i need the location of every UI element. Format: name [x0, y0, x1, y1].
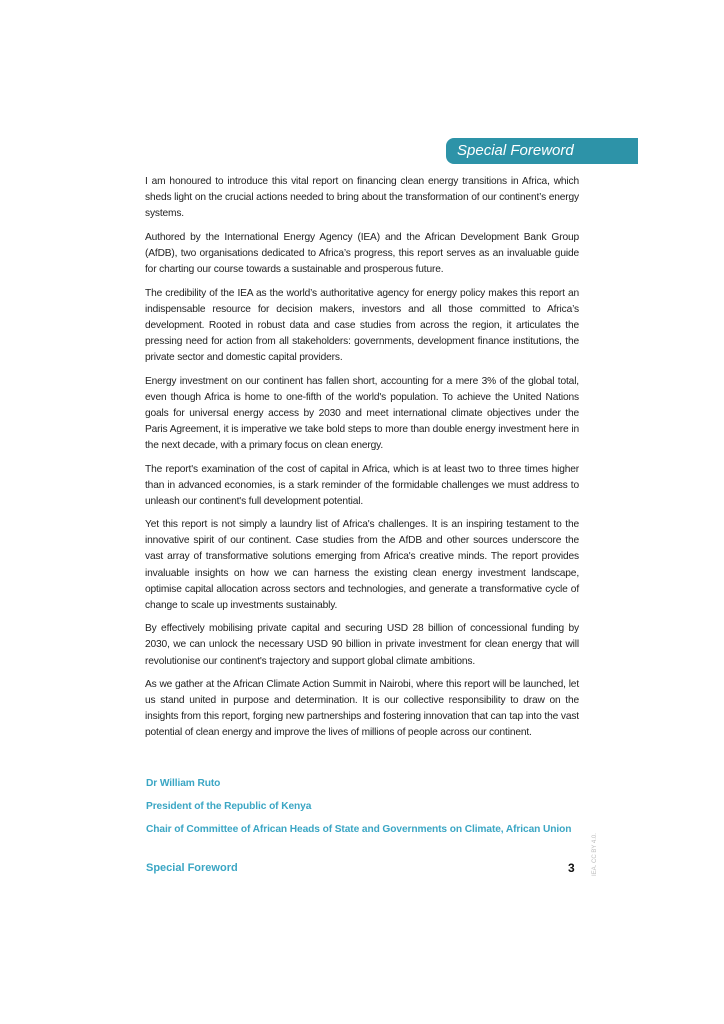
paragraph: By effectively mobilising private capital and securing USD 28 billion of concessional funding by 2030, we can unlock the necessary USD 90 billion in private investment for clean energy that will revolutionise our continent's trajectory and support global climate ambitions. — [145, 623, 579, 667]
paragraph: I am honoured to introduce this vital report on financing clean energy transitions in Africa, which sheds light on the crucial actions needed to bring about the transformation of our continent’s energy systems. — [145, 176, 579, 220]
signatory-role: Chair of Committee of African Heads of State and Governments on Climate, African Union — [146, 824, 572, 835]
footer-section-title: Special Foreword — [146, 862, 238, 874]
paragraph: Yet this report is not simply a laundry list of Africa's challenges. It is an inspiring testament to the innovative spirit of our continent. Case studies from the AfDB and other sources underscore the vast array of transformative solutions emerging from Africa's creative minds. The report provides invaluable insights on how we can harness the existing clean energy investment landscape, optimise capital allocation across sectors and technologies, and generate a transformative cycle of change to scale up investments sustainably. — [145, 519, 579, 611]
section-banner: Special Foreword — [446, 138, 638, 164]
paragraph: As we gather at the African Climate Action Summit in Nairobi, where this report will be launched, let us stand united in purpose and determination. It is our collective responsibility to draw on the insights from this report, forging new partnerships and fostering innovation that can tap into the vast potential of clean energy and improve the lives of millions of people across our continent. — [145, 679, 579, 739]
page-number: 3 — [568, 861, 575, 875]
paragraph: The credibility of the IEA as the world’s authoritative agency for energy policy makes this report an indispensable resource for decision makers, investors and all those committed to Africa’s development. Rooted in robust data and case studies from across the region, it articulates the pressing need for action from all stakeholders: governments, development finance institutions, the private sector and domestic capital providers. — [145, 287, 579, 363]
paragraph: Energy investment on our continent has fallen short, accounting for a mere 3% of the global total, even though Africa is home to one-fifth of the world's population. To achieve the United Nations goals for universal energy access by 2030 and meet international climate objectives under the Paris Agreement, it is imperative we take bold steps to more than double energy investment here in the next decade, with a primary focus on clean energy. — [145, 375, 579, 451]
paragraph: Authored by the International Energy Agency (IEA) and the African Development Bank Group (AfDB), two organisations dedicated to Africa’s progress, this report serves as an invaluable guide for charting our course towards a sustainable and prosperous future. — [145, 231, 579, 275]
paragraph: The report's examination of the cost of capital in Africa, which is at least two to three times higher than in advanced economies, is a stark reminder of the formidable challenges we must address to unleash our continent's full development potential. — [145, 463, 579, 507]
foreword-body — [145, 174, 579, 749]
license-note: IEA. CC BY 4.0. — [592, 833, 598, 876]
signatory-title: President of the Republic of Kenya — [146, 801, 312, 812]
signatory-name: Dr William Ruto — [146, 778, 221, 789]
